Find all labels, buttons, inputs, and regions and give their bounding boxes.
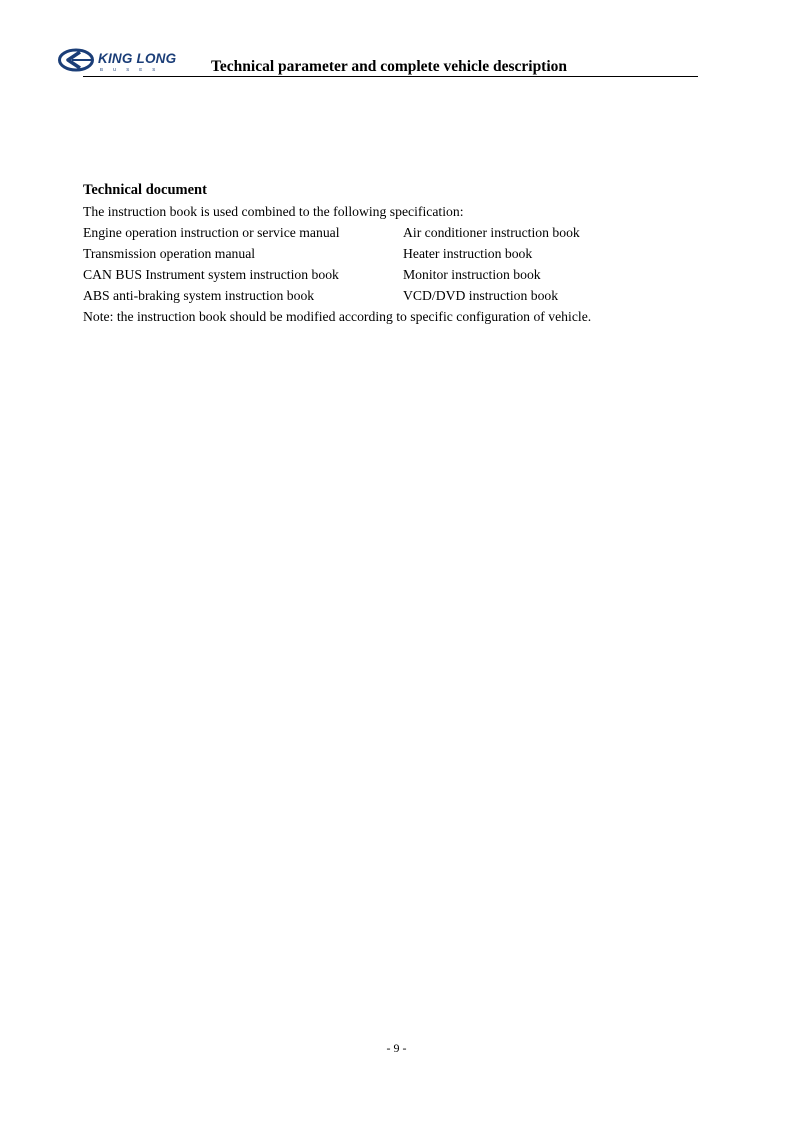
document-item: Heater instruction book	[403, 246, 533, 261]
technical-document-section	[83, 181, 703, 327]
document-row	[83, 222, 703, 243]
page-number: - 9 -	[386, 1041, 407, 1055]
logo-text: KING LONG	[98, 51, 177, 66]
document-item: Monitor instruction book	[403, 267, 541, 282]
document-item: Engine operation instruction or service manual	[83, 225, 340, 240]
king-long-emblem-icon	[58, 48, 96, 72]
document-item: CAN BUS Instrument system instruction book	[83, 267, 339, 282]
page-header	[0, 0, 793, 80]
intro-text: The instruction book is used combined to the following specification:	[83, 204, 464, 219]
document-item: Air conditioner instruction book	[403, 225, 580, 240]
logo-subtext: BUSES	[100, 67, 166, 72]
document-item: ABS anti-braking system instruction book	[83, 288, 315, 303]
document-row	[83, 285, 703, 306]
document-row	[83, 264, 703, 285]
header-title: Technical parameter and complete vehicle description	[211, 58, 568, 75]
section-title: Technical document	[83, 182, 207, 198]
document-item: Transmission operation manual	[83, 246, 256, 261]
note-text: Note: the instruction book should be modified according to specific configuration of vehicle.	[83, 309, 592, 324]
document-item: VCD/DVD instruction book	[403, 288, 559, 303]
document-row	[83, 243, 703, 264]
header-divider	[83, 76, 698, 77]
